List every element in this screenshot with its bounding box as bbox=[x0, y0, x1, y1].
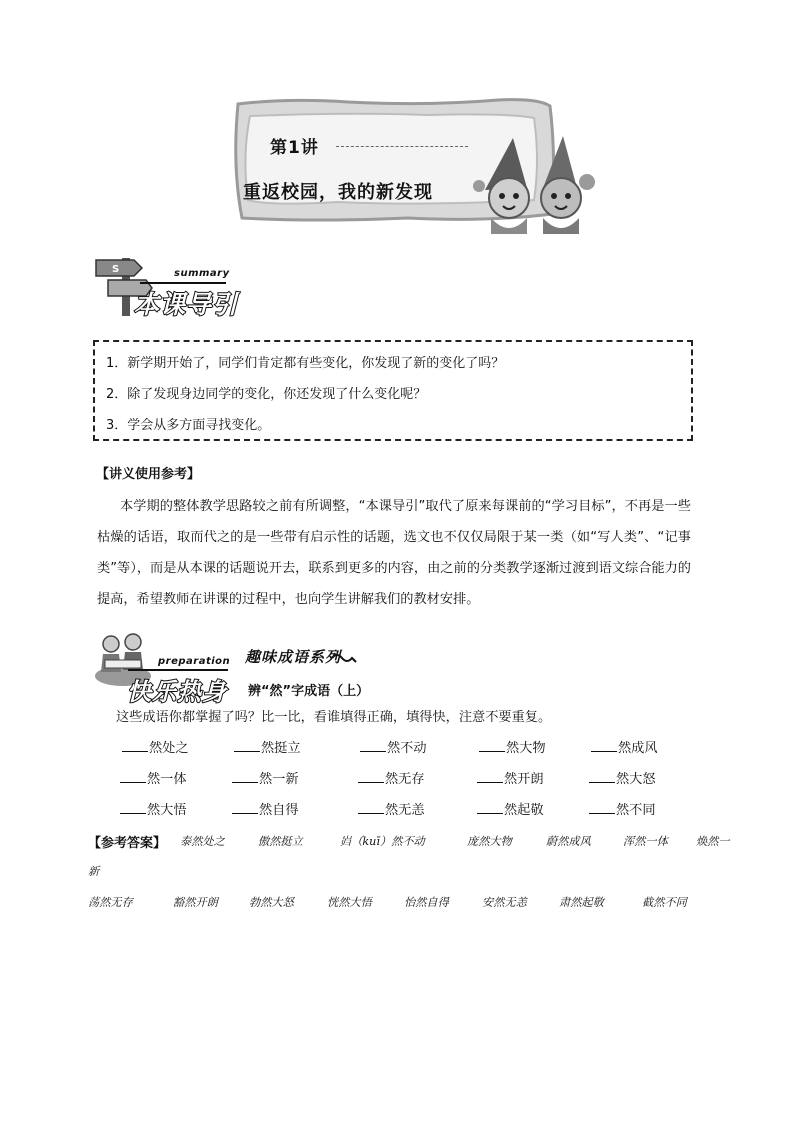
idiom-blank-item: 然大怒 bbox=[589, 768, 656, 787]
idiom-blank-item: 然成风 bbox=[591, 737, 658, 756]
exercise-prompt: 这些成语你都掌握了吗？比一比，看谁填得正确，填得快，注意不要重复。 bbox=[116, 710, 552, 725]
idiom-blank-item: 然大物 bbox=[479, 737, 546, 756]
intro-item-1: 1．新学期开始了，同学们肯定都有些变化，你发现了新的变化了吗？ bbox=[106, 356, 505, 371]
mascot-illustration bbox=[465, 130, 605, 240]
fill-blank[interactable] bbox=[120, 801, 146, 814]
intro-item-3: 3．学会从多方面寻找变化。 bbox=[106, 418, 271, 433]
summary-label-en: summary bbox=[174, 268, 230, 279]
idiom-blank-item: 然处之 bbox=[122, 737, 189, 756]
answer-item: 蔚然成风 bbox=[546, 835, 591, 848]
fill-blank[interactable] bbox=[589, 770, 615, 783]
idiom-blank-item: 然大悟 bbox=[120, 799, 187, 818]
answer-item: 浑然一体 bbox=[623, 835, 668, 848]
answer-item: 恍然大悟 bbox=[327, 896, 372, 909]
svg-text:S: S bbox=[112, 264, 120, 275]
answer-item-wrap: 新 bbox=[88, 865, 100, 878]
lesson-intro-box bbox=[93, 340, 693, 441]
summary-label-cn: 本课导引 bbox=[134, 290, 239, 319]
fill-blank[interactable] bbox=[589, 801, 615, 814]
teaching-note-body: 本学期的整体教学思路较之前有所调整，“本课导引”取代了原来每课前的“学习目标”，不再是一些枯燥的话语，取而代之的是一些带有启示性的话题，选文也不仅仅局限于某一类（如“写人类”、“记事类”等），而是从本课的话题说开去，联系到更多的内容，由之前的分类教学逐渐过渡到语文综合能力的提高，希望教师在讲课的过程中，也向学生讲解我们的教材安排。 bbox=[97, 499, 691, 607]
answer-item: 怡然自得 bbox=[404, 896, 449, 909]
fill-blank[interactable] bbox=[232, 770, 258, 783]
answer-item: 庞然大物 bbox=[467, 835, 512, 848]
lesson-number-rule bbox=[336, 146, 468, 147]
series-subtitle: 辨“然”字成语（上） bbox=[248, 684, 370, 699]
answer-item: 傲然挺立 bbox=[258, 835, 303, 848]
summary-label-rule bbox=[140, 282, 226, 284]
preparation-label-rule bbox=[128, 669, 228, 671]
series-title: 趣味成语系列 bbox=[245, 648, 342, 666]
teaching-note-heading: 【讲义使用参考】 bbox=[96, 467, 201, 482]
fill-blank[interactable] bbox=[358, 770, 384, 783]
answer-item: 肃然起敬 bbox=[559, 896, 604, 909]
squiggle-decoration-icon bbox=[330, 652, 358, 664]
fill-blank[interactable] bbox=[479, 739, 505, 752]
answers-heading: 【参考答案】 bbox=[88, 836, 167, 851]
idiom-blank-item: 然无存 bbox=[358, 768, 425, 787]
preparation-label-en: preparation bbox=[158, 656, 231, 667]
idiom-blank-item: 然一体 bbox=[120, 768, 187, 787]
answer-item: 勃然大怒 bbox=[249, 896, 294, 909]
idiom-blank-item: 然不动 bbox=[360, 737, 427, 756]
idiom-blank-item: 然不同 bbox=[589, 799, 656, 818]
idiom-blank-item: 然开朗 bbox=[477, 768, 544, 787]
fill-blank[interactable] bbox=[234, 739, 260, 752]
answer-item: 安然无恙 bbox=[482, 896, 527, 909]
idiom-blank-item: 然起敬 bbox=[477, 799, 544, 818]
idiom-blank-item: 然无恙 bbox=[358, 799, 425, 818]
answer-item: 泰然处之 bbox=[180, 835, 225, 848]
fill-blank[interactable] bbox=[358, 801, 384, 814]
preparation-label-cn: 快乐热身 bbox=[127, 678, 227, 706]
idiom-blank-item: 然挺立 bbox=[234, 737, 301, 756]
lesson-title: 重返校园，我的新发现 bbox=[243, 182, 433, 203]
fill-blank[interactable] bbox=[360, 739, 386, 752]
idiom-blank-item: 然一新 bbox=[232, 768, 299, 787]
idiom-blank-item: 然自得 bbox=[232, 799, 299, 818]
answer-item: 焕然一 bbox=[696, 835, 730, 848]
answer-item: 荡然无存 bbox=[88, 896, 133, 909]
fill-blank[interactable] bbox=[591, 739, 617, 752]
fill-blank[interactable] bbox=[477, 770, 503, 783]
fill-blank[interactable] bbox=[232, 801, 258, 814]
fill-blank[interactable] bbox=[122, 739, 148, 752]
answer-item: 截然不同 bbox=[642, 896, 687, 909]
fill-blank[interactable] bbox=[120, 770, 146, 783]
answer-item: 豁然开朗 bbox=[173, 896, 218, 909]
intro-item-2: 2．除了发现身边同学的变化，你还发现了什么变化呢？ bbox=[106, 387, 427, 402]
fill-blank[interactable] bbox=[477, 801, 503, 814]
answer-item: 岿（kuī）然不动 bbox=[340, 835, 425, 848]
lesson-number: 第1讲 bbox=[270, 138, 319, 158]
